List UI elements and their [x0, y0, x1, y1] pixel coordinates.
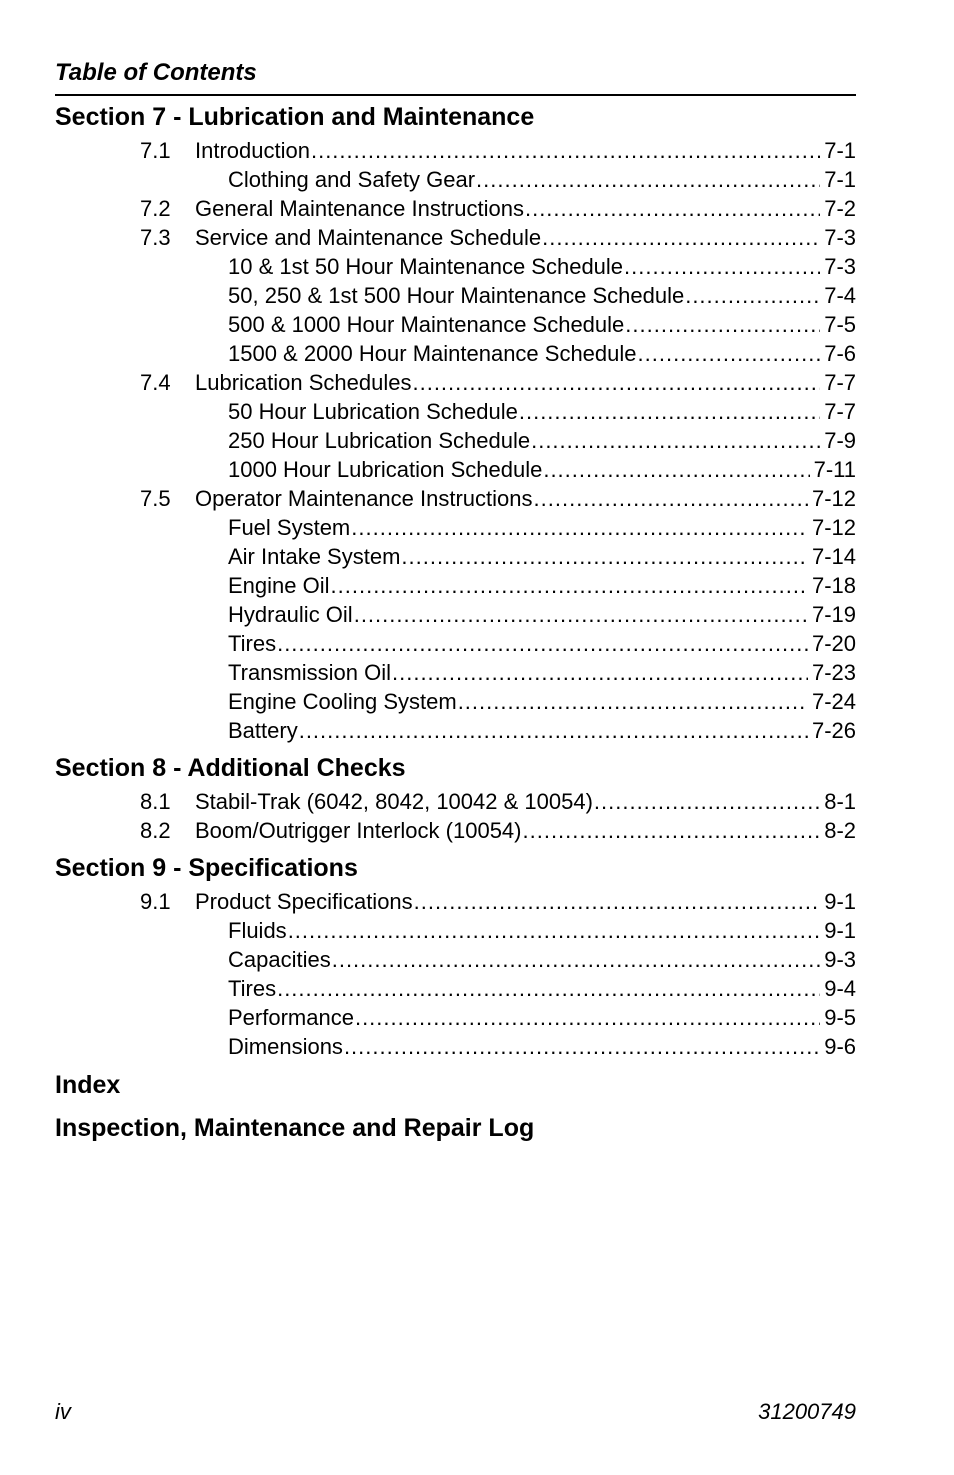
toc-entry-title: Operator Maintenance Instructions	[195, 486, 533, 511]
toc-entry-number: 7.2	[140, 196, 171, 221]
dot-leader	[277, 629, 808, 658]
toc-entry-page: 7-2	[824, 196, 856, 221]
dot-leader	[625, 310, 820, 339]
dot-leader	[401, 542, 808, 571]
dot-leader	[624, 252, 820, 281]
toc-entry-title: Service and Maintenance Schedule	[195, 225, 542, 250]
dot-leader	[543, 455, 809, 484]
toc-entry-title: Fluids	[228, 918, 287, 943]
toc-entry[interactable]	[55, 339, 856, 368]
toc-entry-number: 8.1	[140, 789, 171, 814]
toc-entry-page: 7-20	[811, 631, 856, 656]
toc-entry-title: Stabil-Trak (6042, 8042, 10042 & 10054)	[195, 789, 593, 814]
toc-entry[interactable]	[55, 455, 856, 484]
toc-entry[interactable]	[55, 887, 856, 916]
toc-entry-title: 10 & 1st 50 Hour Maintenance Schedule	[228, 254, 624, 279]
toc-entry[interactable]	[55, 1003, 856, 1032]
toc-entry-page: 7-4	[824, 283, 856, 308]
toc-entry-page: 7-7	[824, 370, 856, 395]
toc-entry-number: 7.1	[140, 138, 171, 163]
toc-entry[interactable]	[55, 368, 856, 397]
toc-entry[interactable]	[55, 687, 856, 716]
document-number: 31200749	[758, 1399, 856, 1424]
toc-entry[interactable]	[55, 397, 856, 426]
dot-leader	[523, 816, 821, 845]
toc-entry-number: 7.5	[140, 486, 171, 511]
toc-entry-title: Engine Cooling System	[228, 689, 457, 714]
toc-entry-title: 1000 Hour Lubrication Schedule	[228, 457, 543, 482]
toc-entry[interactable]	[55, 165, 856, 194]
toc-entry-title: Lubrication Schedules	[195, 370, 412, 395]
toc-entry-title: Capacities	[228, 947, 331, 972]
toc-entry[interactable]	[55, 194, 856, 223]
dot-leader	[531, 426, 820, 455]
dot-leader	[351, 513, 808, 542]
toc-entry-title: Engine Oil	[228, 573, 330, 598]
toc-entry-number: 8.2	[140, 818, 171, 843]
toc-entry-title: Fuel System	[228, 515, 351, 540]
toc-entry-page: 8-2	[824, 818, 856, 843]
toc-entry-page: 7-9	[824, 428, 856, 453]
dot-leader	[414, 887, 821, 916]
toc-entry-page: 9-6	[824, 1034, 856, 1059]
toc-entry[interactable]	[55, 1032, 856, 1061]
toc-entry-title: Performance	[228, 1005, 354, 1030]
toc-entry-page: 7-3	[824, 254, 856, 279]
toc-entry-page: 9-5	[824, 1005, 856, 1030]
toc-entry-title: Battery	[228, 718, 298, 743]
section-heading[interactable]: Index	[55, 1071, 121, 1099]
page-header-title: Table of Contents	[55, 59, 257, 86]
dot-leader	[638, 339, 821, 368]
toc-entry-page: 7-19	[811, 602, 856, 627]
toc-entry[interactable]	[55, 513, 856, 542]
toc-entry-title: Boom/Outrigger Interlock (10054)	[195, 818, 522, 843]
toc-entry-title: Product Specifications	[195, 889, 413, 914]
toc-entry[interactable]	[55, 484, 856, 513]
toc-entry-page: 7-7	[824, 399, 856, 424]
section-heading[interactable]: Section 7 - Lubrication and Maintenance	[55, 103, 535, 131]
toc-entry-page: 9-1	[824, 889, 856, 914]
toc-entry-title: Air Intake System	[228, 544, 401, 569]
dot-leader	[331, 571, 808, 600]
dot-leader	[311, 136, 820, 165]
section-heading[interactable]: Inspection, Maintenance and Repair Log	[55, 1114, 535, 1142]
toc-entry-title: Clothing and Safety Gear	[228, 167, 476, 192]
page-number: iv	[55, 1399, 71, 1424]
toc-entry[interactable]	[55, 571, 856, 600]
toc-entry[interactable]	[55, 136, 856, 165]
dot-leader	[288, 916, 821, 945]
toc-entry-page: 7-11	[813, 457, 856, 482]
dot-leader	[519, 397, 820, 426]
toc-entry[interactable]	[55, 426, 856, 455]
toc-entry[interactable]	[55, 252, 856, 281]
toc-entry[interactable]	[55, 916, 856, 945]
dot-leader	[594, 787, 820, 816]
toc-entry-number: 7.4	[140, 370, 171, 395]
toc-entry-page: 7-14	[811, 544, 856, 569]
toc-entry-page: 7-12	[811, 515, 856, 540]
toc-entry-title: Tires	[228, 976, 277, 1001]
dot-leader	[299, 716, 808, 745]
toc-entry-page: 7-1	[824, 138, 856, 163]
dot-leader	[525, 194, 820, 223]
toc-entry-title: 1500 & 2000 Hour Maintenance Schedule	[228, 341, 637, 366]
toc-entry[interactable]	[55, 974, 856, 1003]
dot-leader	[392, 658, 808, 687]
toc-entry-page: 9-4	[824, 976, 856, 1001]
header-divider	[55, 94, 856, 96]
toc-entry-page: 7-26	[811, 718, 856, 743]
dot-leader	[412, 368, 820, 397]
dot-leader	[685, 281, 820, 310]
toc-entry[interactable]	[55, 542, 856, 571]
toc-entry-title: 50, 250 & 1st 500 Hour Maintenance Schedule	[228, 283, 685, 308]
toc-entry-page: 7-18	[811, 573, 856, 598]
toc-entry[interactable]	[55, 629, 856, 658]
toc-entry-page: 7-12	[811, 486, 856, 511]
toc-entry-number: 7.3	[140, 225, 171, 250]
dot-leader	[344, 1032, 820, 1061]
toc-entry-page: 7-5	[824, 312, 856, 337]
toc-entry-page: 8-1	[824, 789, 856, 814]
dot-leader	[534, 484, 808, 513]
toc-entry[interactable]	[55, 716, 856, 745]
toc-entry-page: 9-3	[824, 947, 856, 972]
toc-entry-page: 7-24	[811, 689, 856, 714]
toc-entry-page: 7-1	[824, 167, 856, 192]
toc-entry-number: 9.1	[140, 889, 171, 914]
dot-leader	[458, 687, 808, 716]
toc-entry[interactable]	[55, 310, 856, 339]
toc-entry-title: 50 Hour Lubrication Schedule	[228, 399, 518, 424]
section-heading[interactable]: Section 9 - Specifications	[55, 854, 358, 882]
toc-entry-page: 7-3	[824, 225, 856, 250]
toc-entry-title: Transmission Oil	[228, 660, 391, 685]
toc-entry-page: 7-23	[811, 660, 856, 685]
toc-entry[interactable]	[55, 945, 856, 974]
dot-leader	[277, 974, 820, 1003]
dot-leader	[354, 600, 808, 629]
dot-leader	[542, 223, 820, 252]
dot-leader	[476, 165, 820, 194]
toc-entry-title: General Maintenance Instructions	[195, 196, 524, 221]
toc-entry-title: Dimensions	[228, 1034, 343, 1059]
toc-entry-page: 7-6	[824, 341, 856, 366]
toc-entry[interactable]	[55, 223, 856, 252]
toc-entry[interactable]	[55, 281, 856, 310]
toc-entry[interactable]	[55, 658, 856, 687]
toc-entry[interactable]	[55, 600, 856, 629]
dot-leader	[355, 1003, 820, 1032]
toc-entry-title: Tires	[228, 631, 277, 656]
toc-entry-title: 500 & 1000 Hour Maintenance Schedule	[228, 312, 625, 337]
section-heading[interactable]: Section 8 - Additional Checks	[55, 754, 406, 782]
toc-entry-title: Introduction	[195, 138, 310, 163]
toc-entry[interactable]	[55, 816, 856, 845]
toc-entry-page: 9-1	[824, 918, 856, 943]
toc-entry-title: Hydraulic Oil	[228, 602, 353, 627]
dot-leader	[332, 945, 820, 974]
table-of-contents	[55, 98, 856, 1147]
toc-entry-title: 250 Hour Lubrication Schedule	[228, 428, 531, 453]
toc-entry[interactable]	[55, 787, 856, 816]
